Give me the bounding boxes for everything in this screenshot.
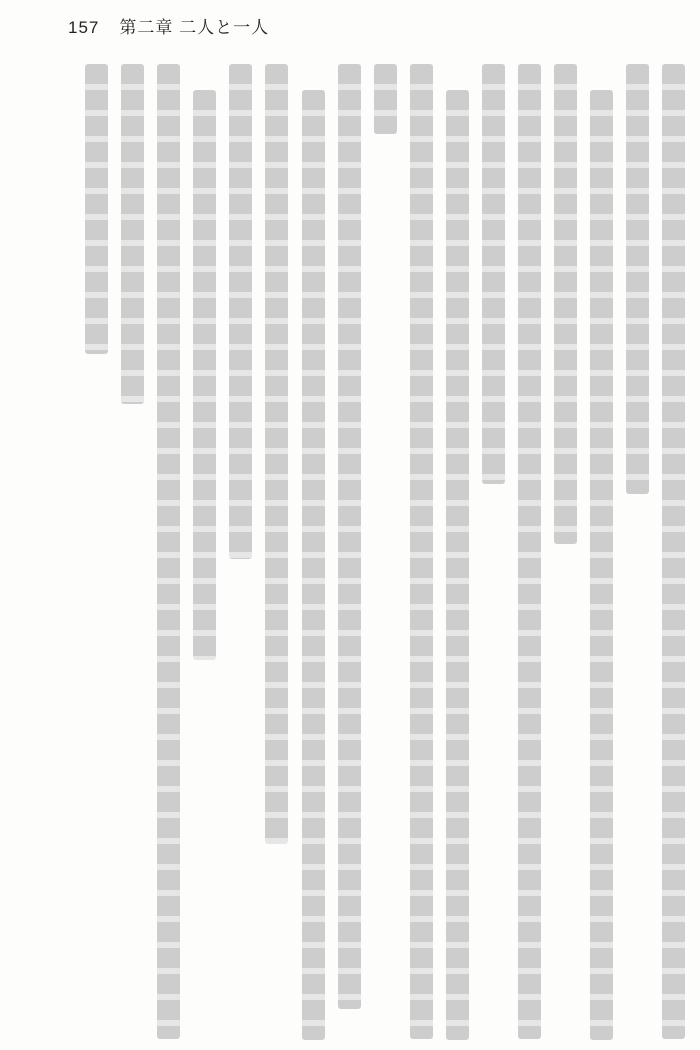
redacted-text-line <box>410 64 433 1039</box>
redacted-text-line <box>121 64 144 404</box>
text-column-narration <box>187 64 223 1042</box>
redacted-text-line <box>85 64 108 354</box>
redacted-text-line <box>482 64 505 484</box>
redacted-text-line <box>662 64 685 1039</box>
redacted-text-line <box>265 64 288 844</box>
redacted-text-line <box>626 64 649 494</box>
text-column-narration <box>367 64 403 1042</box>
text-column-dialogue <box>620 64 656 1042</box>
text-column-dialogue <box>656 64 692 1042</box>
text-column-narration <box>439 64 475 1042</box>
text-column-narration <box>259 64 295 1042</box>
text-column-dialogue <box>512 64 548 1042</box>
chapter-title: 第二章 二人と一人 <box>119 18 270 37</box>
redacted-text-line <box>518 64 541 1039</box>
redacted-text-line <box>229 64 252 559</box>
redacted-text-line <box>338 64 361 1009</box>
page-header <box>68 13 269 38</box>
redacted-text-line <box>590 90 613 1040</box>
text-column-dialogue <box>331 64 367 1042</box>
text-column-dialogue <box>223 64 259 1042</box>
text-column-dialogue <box>475 64 511 1042</box>
text-column-dialogue <box>115 64 151 1042</box>
redacted-text-line <box>554 64 577 544</box>
redacted-text-line <box>374 64 397 134</box>
text-column-dialogue <box>151 64 187 1042</box>
text-column-narration <box>584 64 620 1042</box>
page-number: 157 <box>68 18 100 37</box>
vertical-text-block <box>78 64 692 1042</box>
redacted-text-line <box>446 90 469 1040</box>
redacted-text-line <box>193 90 216 660</box>
text-column-dialogue <box>78 64 114 1042</box>
redacted-text-line <box>157 64 180 1039</box>
text-column-narration <box>295 64 331 1042</box>
redacted-text-line <box>302 90 325 1040</box>
text-column-narration <box>403 64 439 1042</box>
text-column-narration <box>548 64 584 1042</box>
